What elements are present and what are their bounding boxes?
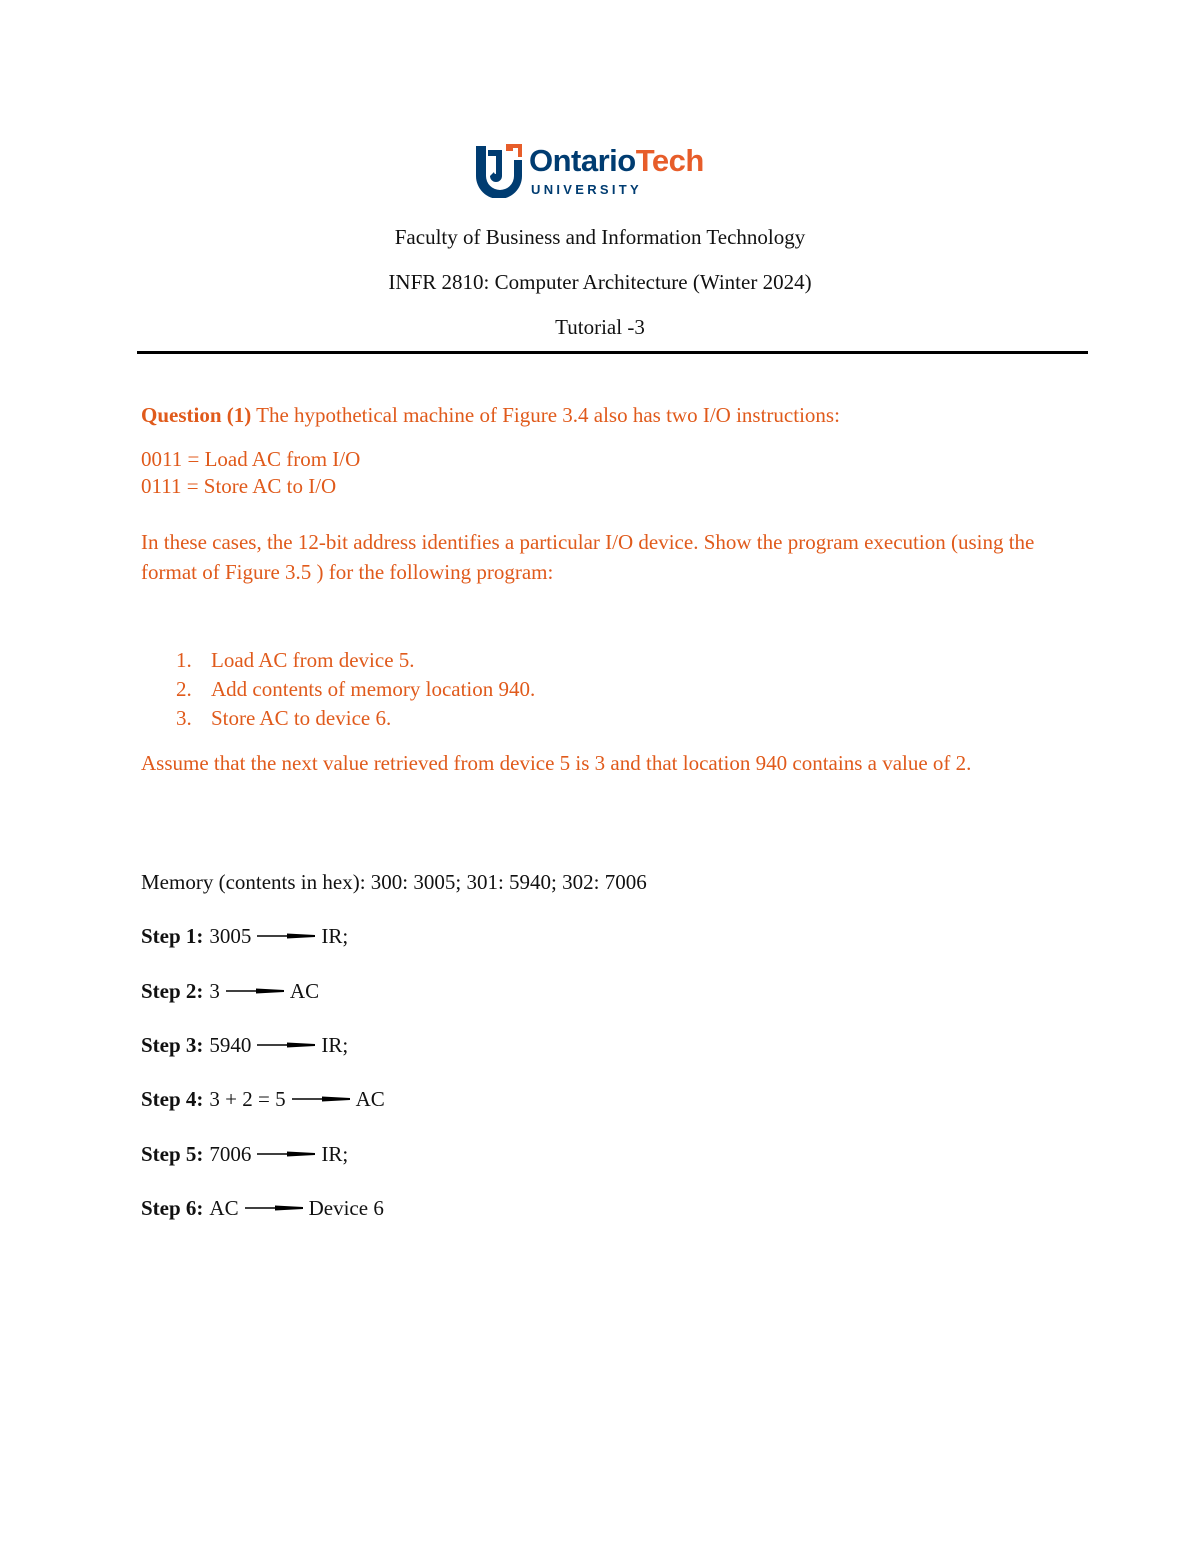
step-row bbox=[141, 923, 348, 949]
step-row bbox=[141, 978, 319, 1004]
logo-subtitle: UNIVERSITY bbox=[531, 182, 643, 197]
right-arrow-icon bbox=[257, 1149, 315, 1159]
step-row bbox=[141, 1195, 384, 1221]
logo-wordmark bbox=[529, 144, 704, 178]
logo-word-ontario: Ontario bbox=[529, 143, 636, 178]
step-from: AC bbox=[209, 1196, 239, 1220]
step-to: IR; bbox=[321, 1142, 349, 1166]
step-from: 3 + 2 = 5 bbox=[209, 1087, 286, 1111]
step-to: Device 6 bbox=[308, 1196, 384, 1220]
step-label: Step 4: bbox=[141, 1087, 204, 1111]
course-line: INFR 2810: Computer Architecture (Winter 2024) bbox=[388, 270, 812, 294]
ontario-tech-emblem-icon bbox=[472, 140, 524, 198]
step-to: AC bbox=[355, 1087, 385, 1111]
question-body: In these cases, the 12-bit address identifies a particular I/O device. Show the program execution (using the format of Figure 3.5 ) for the following program: bbox=[141, 530, 1035, 584]
instruction-list bbox=[141, 446, 1071, 500]
step-to: IR; bbox=[321, 924, 349, 948]
right-arrow-icon bbox=[257, 1040, 315, 1050]
step-to: IR; bbox=[321, 1033, 349, 1057]
instruction-store: 0111 = Store AC to I/O bbox=[141, 474, 337, 498]
question-assumption: Assume that the next value retrieved from device 5 is 3 and that location 940 contains a value of 2. bbox=[141, 751, 972, 775]
instruction-load: 0011 = Load AC from I/O bbox=[141, 447, 361, 471]
step-label: Step 3: bbox=[141, 1033, 204, 1057]
header-divider bbox=[137, 351, 1088, 354]
step-from: 3005 bbox=[209, 924, 252, 948]
question-label: Question (1) bbox=[141, 403, 252, 427]
step-from: 7006 bbox=[209, 1142, 252, 1166]
right-arrow-icon bbox=[226, 986, 284, 996]
step-to: AC bbox=[289, 979, 320, 1003]
question-intro bbox=[141, 401, 1071, 430]
step-from: 5940 bbox=[209, 1033, 252, 1057]
question-intro-text: The hypothetical machine of Figure 3.4 also has two I/O instructions: bbox=[251, 403, 840, 427]
step-row bbox=[141, 1141, 348, 1167]
step-from: 3 bbox=[209, 979, 220, 1003]
ontario-tech-logo bbox=[472, 140, 732, 202]
faculty-line: Faculty of Business and Information Technology bbox=[394, 225, 806, 249]
program-step: 1. Load AC from device 5. bbox=[176, 648, 415, 672]
program-step: 2. Add contents of memory location 940. bbox=[176, 677, 536, 701]
tutorial-line: Tutorial -3 bbox=[555, 315, 645, 339]
step-label: Step 1: bbox=[141, 924, 204, 948]
right-arrow-icon bbox=[257, 931, 315, 941]
step-row bbox=[141, 1086, 385, 1112]
step-label: Step 5: bbox=[141, 1142, 204, 1166]
logo-word-tech: Tech bbox=[635, 143, 704, 178]
right-arrow-icon bbox=[292, 1094, 350, 1104]
step-row bbox=[141, 1032, 348, 1058]
step-label: Step 2: bbox=[141, 979, 204, 1003]
memory-contents: Memory (contents in hex): 300: 3005; 301: 5940; 302: 7006 bbox=[141, 870, 647, 894]
program-list bbox=[141, 646, 535, 733]
right-arrow-icon bbox=[245, 1203, 303, 1213]
step-label: Step 6: bbox=[141, 1196, 204, 1220]
program-step: 3. Store AC to device 6. bbox=[176, 706, 392, 730]
